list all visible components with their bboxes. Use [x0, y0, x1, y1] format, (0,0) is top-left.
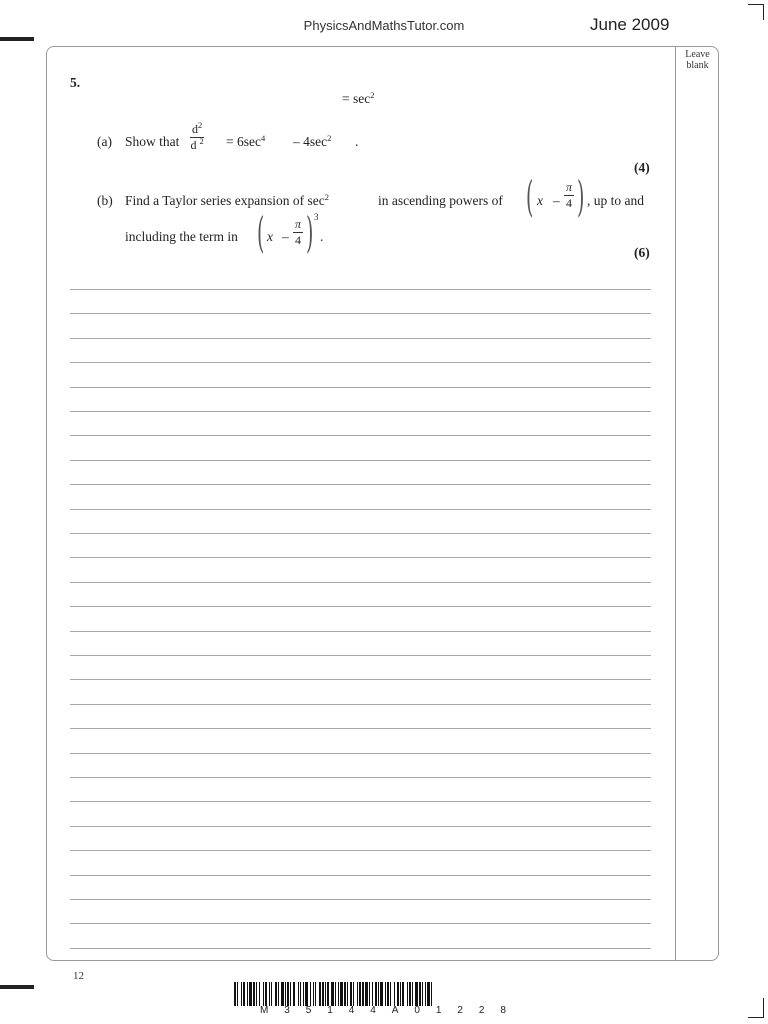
answer-line: [70, 728, 651, 729]
answer-line: [70, 631, 651, 632]
site-name: PhysicsAndMathsTutor.com: [303, 18, 465, 33]
answer-line: [70, 557, 651, 558]
answer-line: [70, 338, 651, 339]
right-parenthesis: ): [577, 172, 585, 221]
answer-line: [70, 313, 651, 314]
variable-x-2: x: [267, 229, 273, 244]
barcode-character: 4: [370, 1005, 376, 1016]
minus-sign: –: [553, 193, 560, 208]
page-number: 12: [73, 970, 84, 982]
barcode-code: [234, 1005, 532, 1016]
answer-line: [70, 460, 651, 461]
part-b-text-line1: Find a Taylor series expansion of $\sec^2$: [125, 192, 330, 208]
part-b-text-line2: including the term in: [125, 229, 238, 244]
answer-line: [70, 606, 651, 607]
margin-divider: [675, 47, 676, 960]
answer-line: [70, 875, 651, 876]
barcode-character: 0: [414, 1005, 420, 1016]
cube-exponent: 3: [314, 212, 319, 222]
registration-mark-bottom-left: [0, 985, 34, 989]
answer-line: [70, 948, 651, 949]
part-a-end: .: [355, 134, 359, 149]
part-b-end: .: [320, 229, 324, 244]
part-b-marks: (6): [634, 245, 650, 260]
pi-over-4-fraction: $\frac{\pi}{4}$: [566, 180, 573, 210]
leave-blank-label: Leave blank: [685, 49, 710, 71]
part-a-label: (a): [97, 134, 112, 149]
pi-over-4-fraction-2: $\frac{\pi}{4}$: [295, 217, 302, 247]
registration-mark-top-left: [0, 37, 34, 41]
left-parenthesis-2: (: [257, 208, 265, 257]
answer-line: [70, 753, 651, 754]
answer-line: [70, 362, 651, 363]
part-a-rhs-second-term: – $4\sec^2$: [293, 133, 332, 149]
minus-sign-2: –: [282, 229, 289, 244]
part-b-text-ascending: in ascending powers of: [378, 193, 503, 208]
part-a-rhs: = $6\sec^4$: [226, 133, 266, 149]
barcode-character: A: [391, 1005, 399, 1016]
barcode-character: 3: [284, 1005, 290, 1016]
answer-line: [70, 411, 651, 412]
barcode-character: 1: [327, 1005, 333, 1016]
answer-line: [70, 509, 651, 510]
answer-line: [70, 679, 651, 680]
answer-line: [70, 582, 651, 583]
given-equation: = $\sec^2$: [342, 90, 375, 106]
barcode-character: 4: [348, 1005, 355, 1016]
answer-line: [70, 387, 651, 388]
question-number: 5.: [70, 75, 81, 90]
barcode-character: M: [260, 1005, 269, 1016]
left-parenthesis: (: [526, 172, 534, 221]
answer-line: [70, 435, 651, 436]
barcode-character: 5: [305, 1005, 312, 1016]
answer-line: [70, 289, 651, 290]
answer-line: [70, 850, 651, 851]
answer-line: [70, 655, 651, 656]
answer-line: [70, 826, 651, 827]
answer-line: [70, 801, 651, 802]
exam-date: June 2009: [590, 15, 670, 34]
part-b-text-up-to: , up to and: [587, 193, 644, 208]
part-a-marks: (4): [634, 160, 650, 175]
page-frame: [46, 46, 719, 961]
answer-line: [70, 923, 651, 924]
answer-line: [70, 704, 651, 705]
answer-line: [70, 899, 651, 900]
barcode-character: 8: [500, 1005, 506, 1016]
answer-line: [70, 533, 651, 534]
barcode: [234, 982, 532, 1006]
answer-line: [70, 777, 651, 778]
barcode-character: 2: [478, 1005, 485, 1016]
variable-x: x: [537, 193, 543, 208]
part-b-label: (b): [97, 193, 113, 208]
right-parenthesis-2: ): [306, 208, 314, 257]
part-a-derivative-fraction: $\frac{d^2}{d ^2}$: [190, 120, 204, 152]
barcode-character: 2: [457, 1005, 463, 1016]
part-a-text: Show that: [125, 134, 180, 149]
barcode-character: 1: [435, 1005, 442, 1016]
answer-line: [70, 484, 651, 485]
